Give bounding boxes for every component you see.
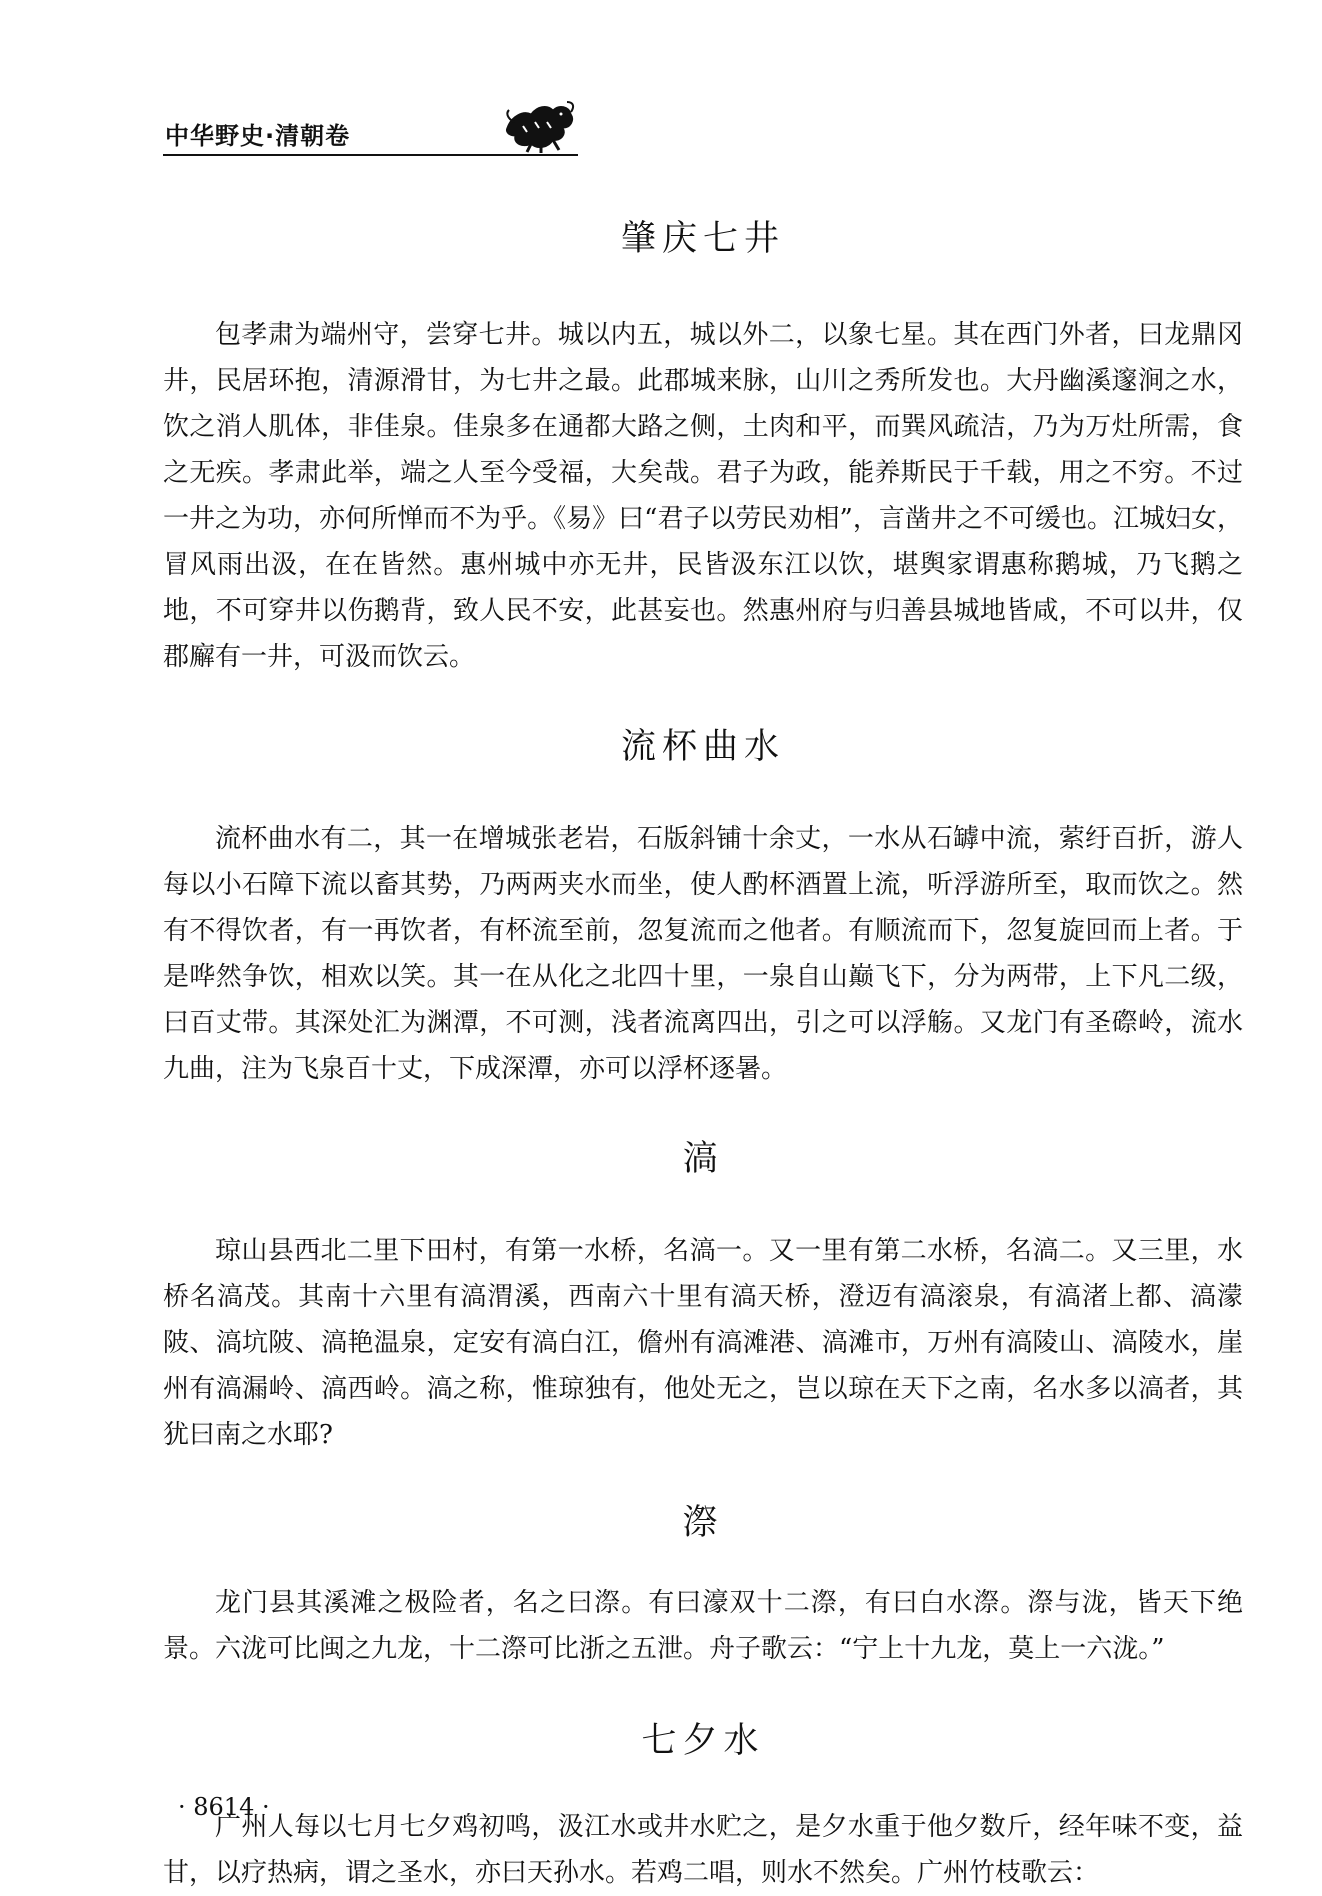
section-body: 包孝肃为端州守，尝穿七井。城以内五，城以外二，以象七星。其在西门外者，曰龙鼎冈井，民居环抱，清源滑甘，为七井之最。此郡城来脉，山川之秀所发也。大丹幽溪邃涧之水，饮之消人肌体，非佳泉。佳泉多在通都大路之侧，土肉和平，而巽风疏洁，乃为万灶所需，食之无疾。孝肃此举，端之人至今受福，大矣哉。君子为政，能养斯民于千载，用之不穷。不过一井之为功，亦何所惮而不为乎。《易》曰“君子以劳民劝相”，言凿井之不可缓也。江城妇女，冒风雨出汲，在在皆然。惠州城中亦无井，民皆汲东江以饮，堪舆家谓惠称鹅城，乃飞鹅之地，不可穿井以伤鹅背，致人民不安，此甚妄也。然惠州府与归善县城地皆咸，不可以井，仅郡廨有一井，可汲而饮云。 — [163, 320, 1243, 672]
header-rule — [163, 154, 578, 156]
section-title: 流杯曲水 — [620, 727, 785, 767]
book-title: 中华野史·清朝卷 — [165, 122, 351, 150]
page-content — [163, 210, 1243, 1896]
section-body: 琼山县西北二里下田村，有第一水桥，名滈一。又一里有第二水桥，名滈二。又三里，水桥名滈茂。其南十六里有滈渭溪，西南六十里有滈天桥，澄迈有滈滚泉，有滈渚上都、滈濛陂、滈坑陂、滈艳温泉，定安有滈白江，儋州有滈滩港、滈滩市，万州有滈陵山、滈陵水，崖州有滈漏岭、滈西岭。滈之称，惟琼独有，他处无之，岂以琼在天下之南，名水多以滈者，其犹曰南之水耶? — [163, 1236, 1243, 1450]
dragon-emblem-icon — [501, 98, 577, 154]
section-body: 龙门县其溪滩之极险者，名之曰漈。有曰濠双十二漈，有曰白水漈。漈与泷，皆天下绝景。六泷可比闽之九龙，十二漈可比浙之五泄。舟子歌云：“宁上十九龙，莫上一六泷。” — [163, 1588, 1243, 1664]
section-body: 流杯曲水有二，其一在增城张老岩，石版斜铺十余丈，一水从石罅中流，萦纡百折，游人每以小石障下流以畜其势，乃两两夹水而坐，使人酌杯酒置上流，听浮游所至，取而饮之。然有不得饮者，有一再饮者，有杯流至前，忽复流而之他者。有顺流而下，忽复旋回而上者。于是哗然争饮，相欢以笑。其一在从化之北四十里，一泉自山巅飞下，分为两带，上下凡二级，曰百丈带。其深处汇为渊潭，不可测，浅者流离四出，引之可以浮觞。又龙门有圣磜岭，流水九曲，注为飞泉百十丈，下成深潭，亦可以浮杯逐暑。 — [163, 824, 1243, 1084]
section-qixi-water — [163, 1712, 1243, 1896]
section-title: 七夕水 — [641, 1721, 765, 1761]
section-liubei-qushui — [163, 718, 1243, 1092]
section-title: 滈 — [682, 1139, 724, 1179]
section-gao — [163, 1130, 1243, 1458]
section-title: 漈 — [682, 1503, 724, 1543]
page-number: · 8614 · — [178, 1793, 270, 1821]
running-header — [163, 98, 578, 158]
section-ji — [163, 1494, 1243, 1672]
section-zhaoqing-seven-wells — [163, 210, 1243, 680]
section-title: 肇庆七井 — [620, 219, 785, 259]
section-body: 广州人每以七月七夕鸡初鸣，汲江水或井水贮之，是夕水重于他夕数斤，经年味不变，益甘，以疗热病，谓之圣水，亦曰天孙水。若鸡二唱，则水不然矣。广州竹枝歌云： — [163, 1812, 1243, 1888]
